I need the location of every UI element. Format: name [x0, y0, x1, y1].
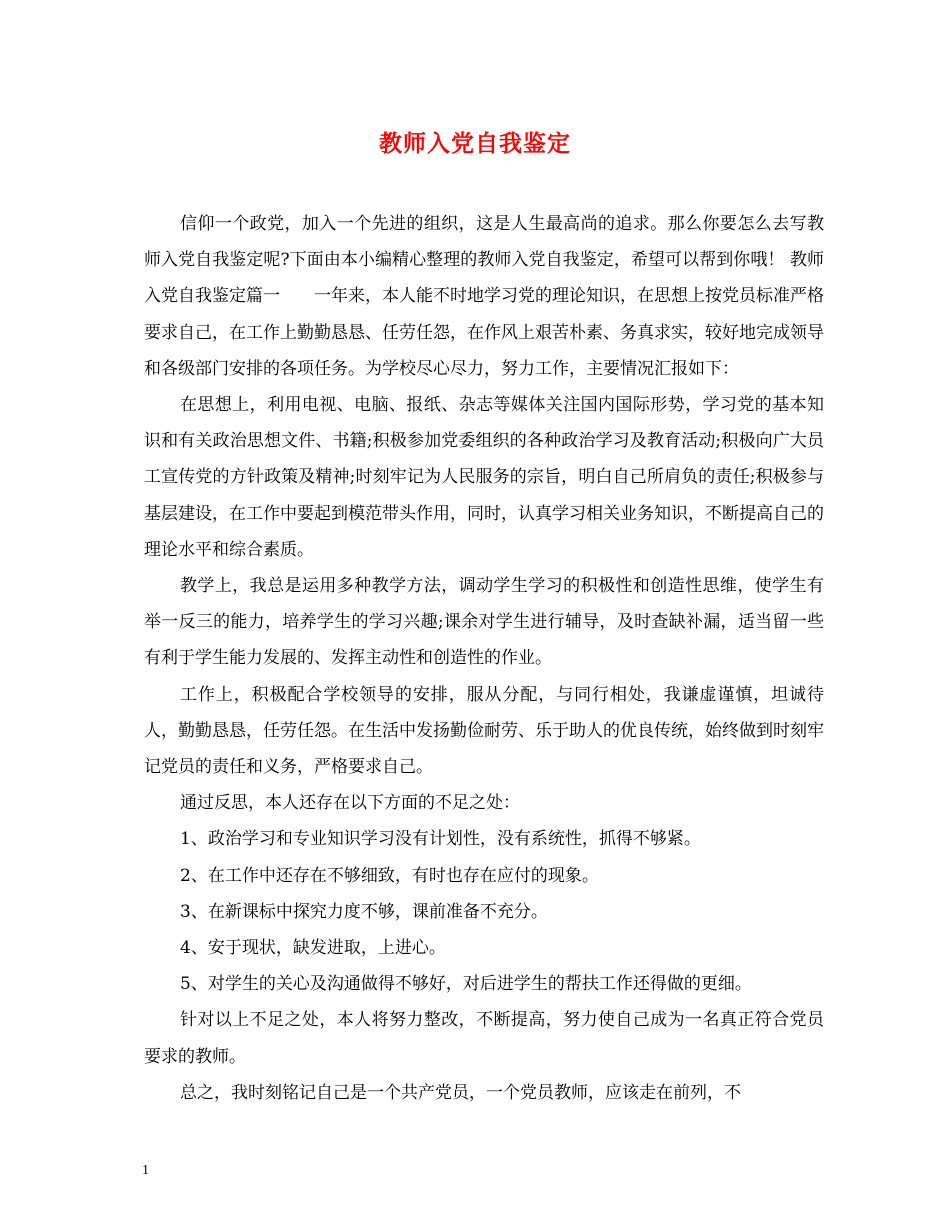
page-number: 1	[142, 1163, 149, 1178]
document-title: 教师入党自我鉴定	[379, 130, 571, 157]
list-item-shortcoming-2: 2、在工作中还存在不够细致，有时也存在应付的现象。	[180, 865, 599, 886]
document-body	[144, 206, 824, 1111]
paragraph-conclusion: 总之，我时刻铭记自己是一个共产党员，一个党员教师，应该走在前列，不	[180, 1082, 741, 1103]
list-item-shortcoming-3: 3、在新课标中探究力度不够，课前准备不充分。	[180, 901, 548, 922]
paragraph-teaching: 教学上，我总是运用多种教学方法，调动学生学习的积极性和创造性思维，使学生有举一反三的能力，培养学生的学习兴趣;课余对学生进行辅导，及时查缺补漏，适当留一些有利于学生能力发展的、发挥主动性和创造性的作业。	[144, 576, 824, 669]
list-item-shortcoming-5: 5、对学生的关心及沟通做得不够好，对后进学生的帮扶工作还得做的更细。	[180, 974, 752, 995]
list-item-shortcoming-1: 1、政治学习和专业知识学习没有计划性，没有系统性，抓得不够紧。	[180, 829, 701, 850]
list-item-shortcoming-4: 4、安于现状，缺发进取，上进心。	[180, 938, 446, 959]
paragraph-work: 工作上，积极配合学校领导的安排，服从分配，与同行相处，我谦虚谨慎，坦诚待人，勤勤恳恳，任劳任怨。在生活中发扬勤俭耐劳、乐于助人的优良传统，始终做到时刻牢记党员的责任和义务，严格要求自己。	[144, 684, 824, 778]
paragraph-ideology: 在思想上，利用电视、电脑、报纸、杂志等媒体关注国内国际形势，学习党的基本知识和有关政治思想文件、书籍;积极参加党委组织的各种政治学习及教育活动;积极向广大员工宣传党的方针政策及精神;时刻牢记为人民服务的宗旨，明白自己所肩负的责任;积极参与基层建设，在工作中要起到模范带头作用，同时，认真学习相关业务知识，不断提高自己的理论水平和综合素质。	[144, 395, 824, 560]
paragraph-improvement: 针对以上不足之处，本人将努力整改，不断提高，努力使自己成为一名真正符合党员要求的教师。	[144, 1010, 824, 1067]
paragraph-intro: 信仰一个政党，加入一个先进的组织，这是人生最高尚的追求。那么你要怎么去写教师入党自我鉴定呢?下面由本小编精心整理的教师入党自我鉴定，希望可以帮到你哦！ 教师入党自我鉴定篇一 一年来，本人能不时地学习党的理论知识，在思想上按党员标准严格要求自己，在工作上勤勤恳恳、任劳任怨，在作风上艰苦朴素、务真求实，较好地完成领导和各级部门安排的各项任务。为学校尽心尽力，努力工作，主要情况汇报如下：	[144, 214, 824, 379]
paragraph-reflection: 通过反思，本人还存在以下方面的不足之处：	[180, 793, 520, 814]
